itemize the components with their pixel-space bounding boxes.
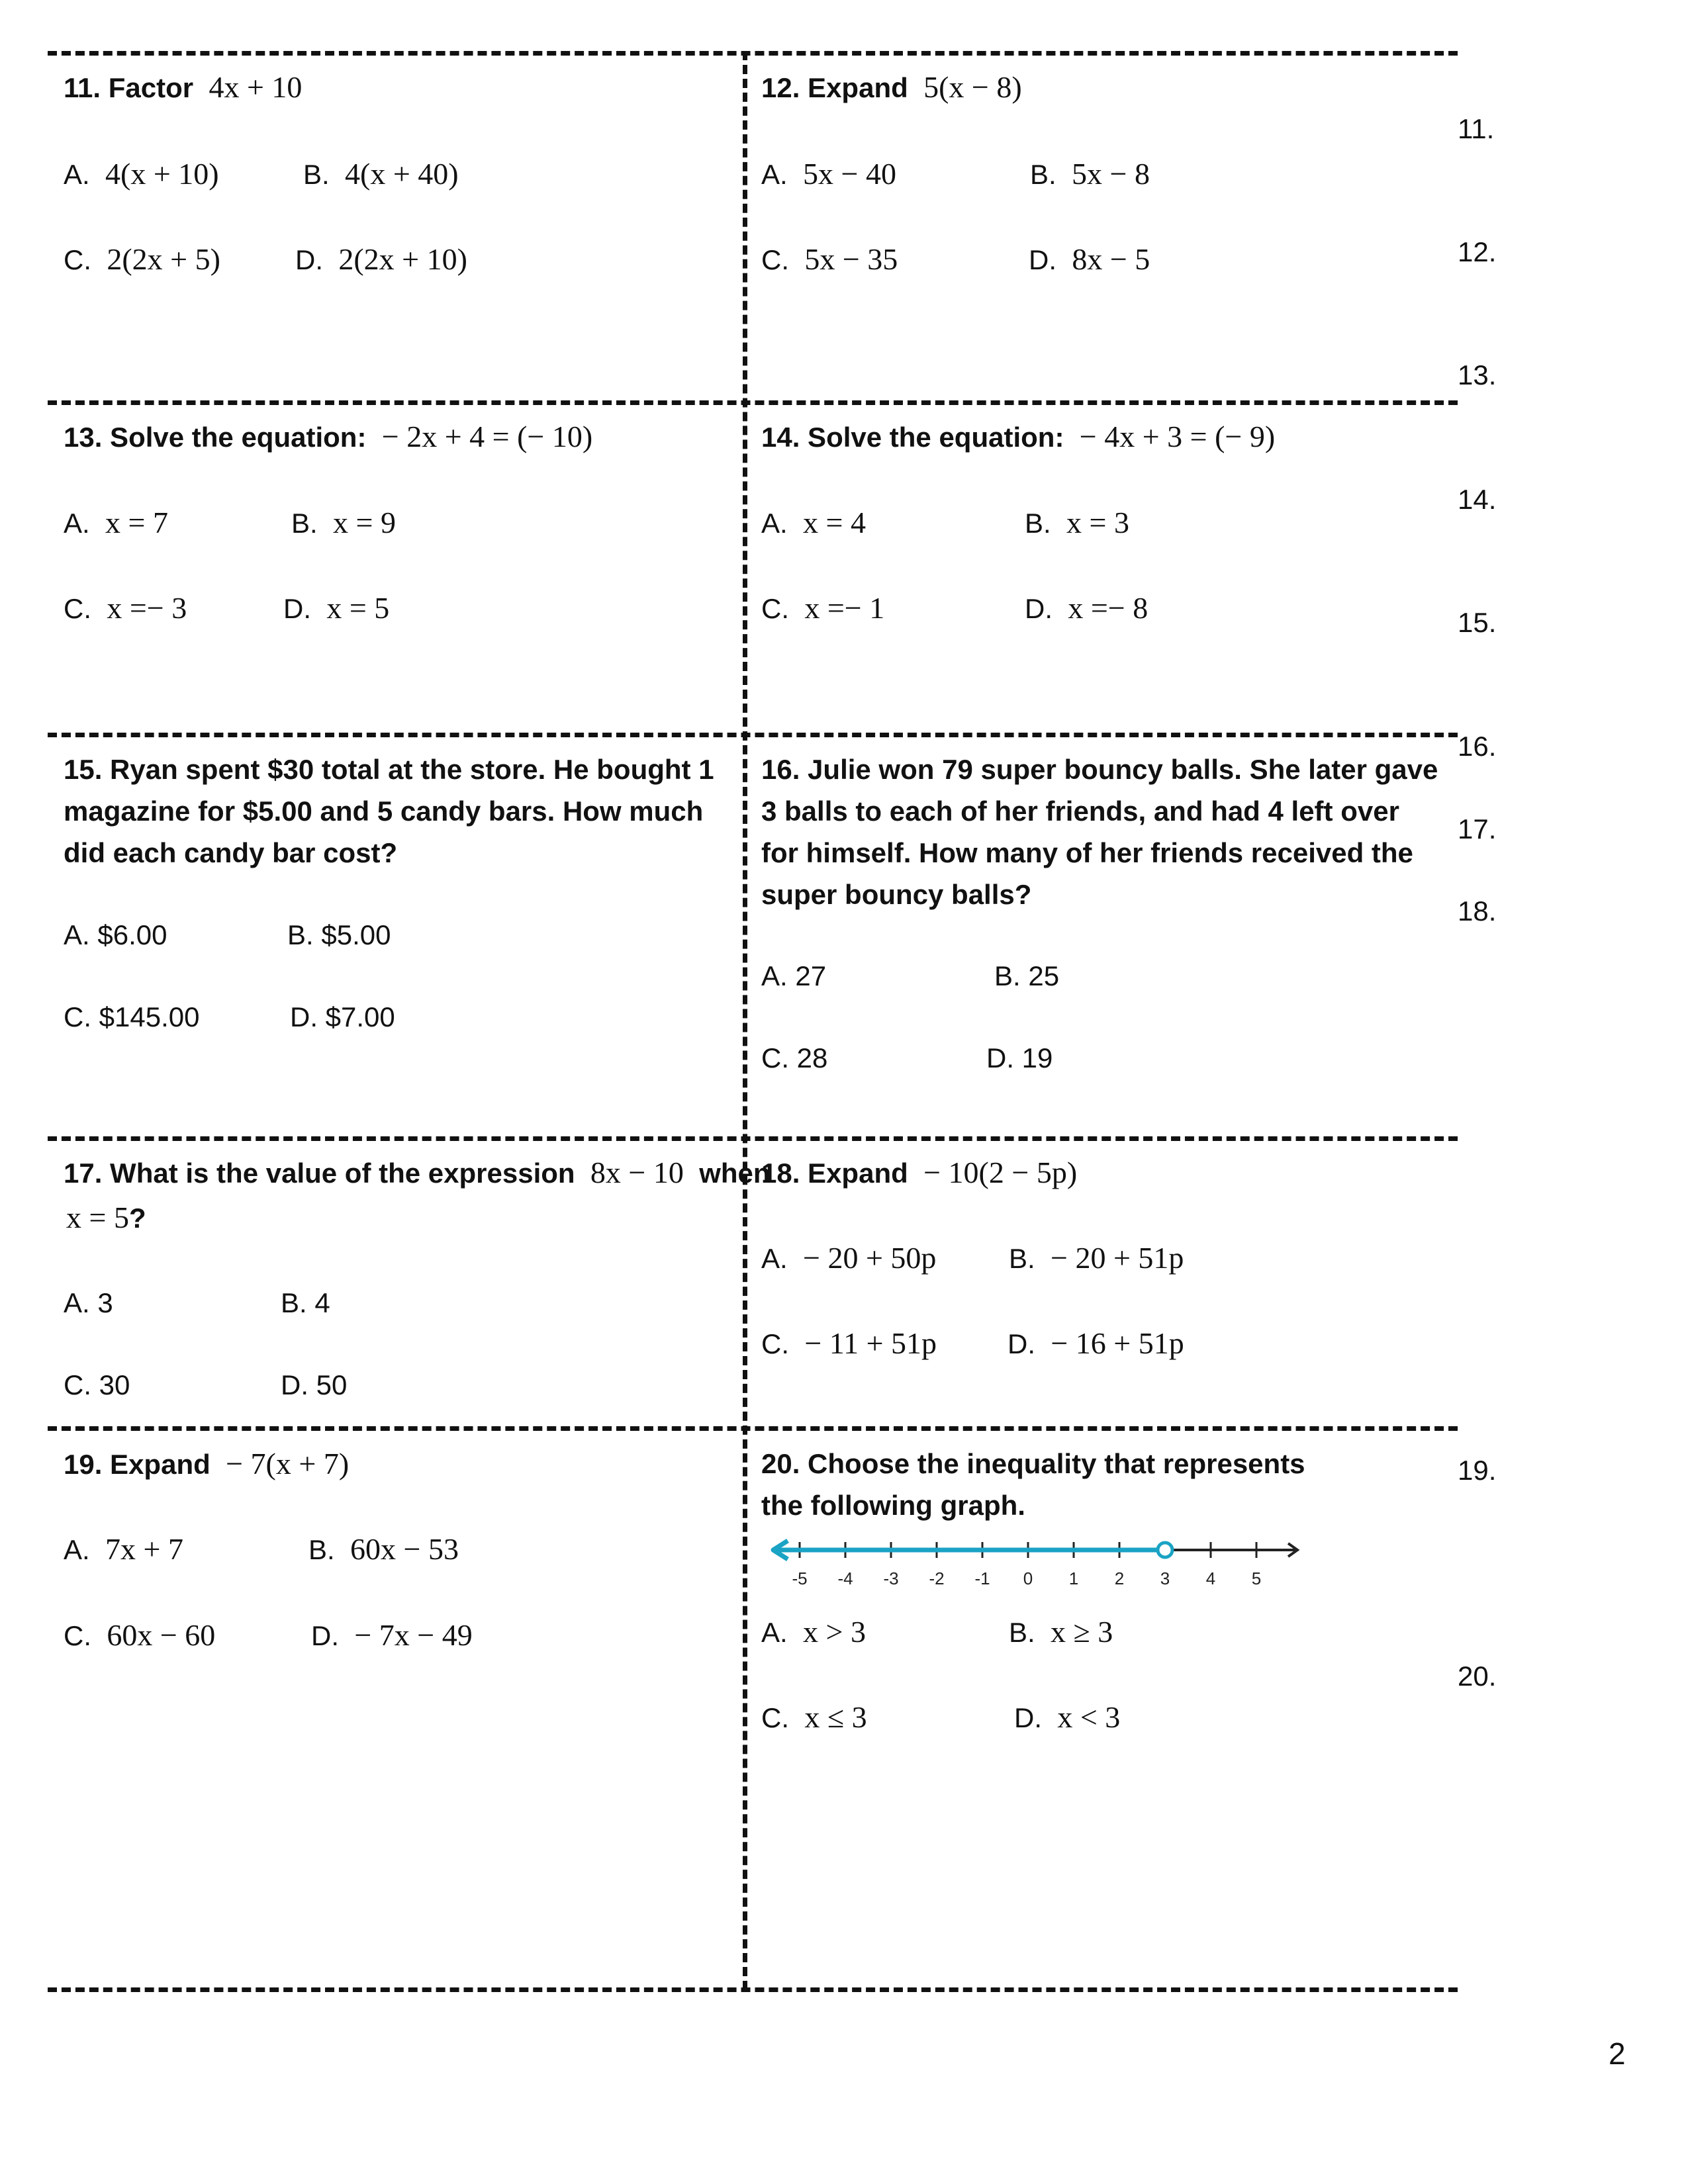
- q17-option-c[interactable]: C. 30: [64, 1369, 130, 1400]
- q18-option-b[interactable]: B. − 20 + 51p: [1009, 1241, 1184, 1275]
- q11-prompt: 11. Factor 4x + 10: [64, 70, 303, 104]
- q19-prompt: 19. Expand − 7(x + 7): [64, 1447, 350, 1480]
- q11-expression: 4x + 10: [209, 70, 303, 104]
- tick-label--2: -2: [929, 1569, 945, 1588]
- q19-option-c[interactable]: C. 60x − 60: [64, 1618, 216, 1652]
- q18-prompt: 18. Expand − 10(2 − 5p): [761, 1156, 1078, 1189]
- q18-expression: − 10(2 − 5p): [923, 1156, 1078, 1189]
- q13-option-d[interactable]: D. x = 5: [283, 591, 390, 625]
- q13-option-b[interactable]: B. x = 9: [291, 506, 396, 539]
- q12-option-a[interactable]: A. 5x − 40: [761, 157, 896, 191]
- answer-label-20: 20.: [1458, 1661, 1497, 1692]
- q19-expression: − 7(x + 7): [226, 1447, 350, 1480]
- q13-prompt: 13. Solve the equation: − 2x + 4 = (− 10): [64, 420, 593, 453]
- q18-option-a[interactable]: A. − 20 + 50p: [761, 1241, 937, 1275]
- q17-prompt-line2: x = 5?: [66, 1201, 146, 1234]
- answer-label-19: 19.: [1458, 1455, 1497, 1486]
- q20-option-c[interactable]: C. x ≤ 3: [761, 1700, 867, 1734]
- q13-expression: − 2x + 4 = (− 10): [381, 420, 593, 453]
- q11-option-a[interactable]: A. 4(x + 10): [64, 157, 219, 191]
- q14-option-d[interactable]: D. x =− 8: [1025, 591, 1149, 625]
- q20-option-a[interactable]: A. x > 3: [761, 1615, 866, 1649]
- q18-option-c[interactable]: C. − 11 + 51p: [761, 1326, 937, 1360]
- divider-row3: [48, 733, 1458, 737]
- q15-prompt: 15. Ryan spent $30 total at the store. He bought 1 magazine for $5.00 and 5 candy bars. How much did each candy bar cost?: [64, 754, 714, 868]
- answer-label-18: 18.: [1458, 895, 1497, 927]
- q12-option-d[interactable]: D. 8x − 5: [1029, 242, 1150, 276]
- answer-label-11: 11.: [1458, 113, 1495, 144]
- tick-label-0: 0: [1023, 1569, 1033, 1588]
- divider-row5: [48, 1426, 1458, 1431]
- q15-option-b[interactable]: B. $5.00: [287, 919, 391, 950]
- q14-option-b[interactable]: B. x = 3: [1025, 506, 1129, 539]
- divider-bottom: [48, 1987, 1458, 1992]
- q14-expression: − 4x + 3 = (− 9): [1079, 420, 1276, 453]
- q18-option-d[interactable]: D. − 16 + 51p: [1008, 1326, 1184, 1360]
- q20-option-b[interactable]: B. x ≥ 3: [1009, 1615, 1113, 1649]
- q19-option-d[interactable]: D. − 7x − 49: [311, 1618, 473, 1652]
- q14-prompt: 14. Solve the equation: − 4x + 3 = (− 9): [761, 420, 1276, 453]
- tick-label-3: 3: [1160, 1569, 1170, 1588]
- answer-label-12: 12.: [1458, 236, 1497, 267]
- tick-label-1: 1: [1068, 1569, 1079, 1588]
- q16-option-b[interactable]: B. 25: [994, 960, 1060, 991]
- divider-row4: [48, 1136, 1458, 1141]
- q14-option-a[interactable]: A. x = 4: [761, 506, 866, 539]
- q12-option-c[interactable]: C. 5x − 35: [761, 242, 898, 276]
- q14-option-c[interactable]: C. x =− 1: [761, 591, 885, 625]
- q19-option-b[interactable]: B. 60x − 53: [308, 1532, 459, 1566]
- q17-option-a[interactable]: A. 3: [64, 1287, 113, 1318]
- q20-prompt: 20. Choose the inequality that represents the following graph.: [761, 1448, 1305, 1521]
- q15-option-a[interactable]: A. $6.00: [64, 919, 167, 950]
- q15-option-d[interactable]: D. $7.00: [290, 1001, 395, 1032]
- q12-expression: 5(x − 8): [923, 70, 1022, 104]
- q12-prompt: 12. Expand 5(x − 8): [761, 70, 1022, 104]
- q16-option-d[interactable]: D. 19: [986, 1042, 1053, 1073]
- q11-option-c[interactable]: C. 2(2x + 5): [64, 242, 220, 276]
- q13-option-a[interactable]: A. x = 7: [64, 506, 168, 539]
- q19-option-a[interactable]: A. 7x + 7: [64, 1532, 183, 1566]
- q17-option-b[interactable]: B. 4: [281, 1287, 330, 1318]
- q20-number-line: [768, 1535, 1311, 1595]
- q17-prompt: 17. What is the value of the expression 8x − 10 when: [64, 1156, 771, 1189]
- answer-label-15: 15.: [1458, 607, 1497, 638]
- answer-label-16: 16.: [1458, 731, 1497, 762]
- answer-label-17: 17.: [1458, 813, 1497, 844]
- tick-label-4: 4: [1205, 1569, 1216, 1588]
- q17-expression: 8x − 10: [590, 1156, 684, 1189]
- q17-option-d[interactable]: D. 50: [281, 1369, 348, 1400]
- q13-option-c[interactable]: C. x =− 3: [64, 591, 187, 625]
- q15-option-c[interactable]: C. $145.00: [64, 1001, 200, 1032]
- q16-prompt: 16. Julie won 79 super bouncy balls. She later gave 3 balls to each of her friends, and had 4 left over for himself. How many of her friends received the super bouncy balls?: [761, 754, 1438, 910]
- q20-option-d[interactable]: D. x < 3: [1014, 1700, 1121, 1734]
- tick-label--5: -5: [792, 1569, 808, 1588]
- open-circle-point: [1158, 1543, 1172, 1557]
- tick-label--3: -3: [883, 1569, 899, 1588]
- q11-option-b[interactable]: B. 4(x + 40): [303, 157, 459, 191]
- tick-label--1: -1: [974, 1569, 990, 1588]
- answer-label-13: 13.: [1458, 359, 1497, 390]
- divider-center: [743, 51, 747, 1990]
- q12-option-b[interactable]: B. 5x − 8: [1030, 157, 1150, 191]
- q11-option-d[interactable]: D. 2(2x + 10): [295, 242, 467, 276]
- tick-label-2: 2: [1114, 1569, 1125, 1588]
- page-number: 2: [1609, 2036, 1626, 2071]
- answer-label-14: 14.: [1458, 484, 1497, 515]
- q16-option-c[interactable]: C. 28: [761, 1042, 828, 1073]
- divider-row2: [48, 400, 1458, 405]
- q16-option-a[interactable]: A. 27: [761, 960, 827, 991]
- tick-label--4: -4: [837, 1569, 853, 1588]
- tick-label-5: 5: [1251, 1569, 1262, 1588]
- divider-top: [48, 51, 1458, 56]
